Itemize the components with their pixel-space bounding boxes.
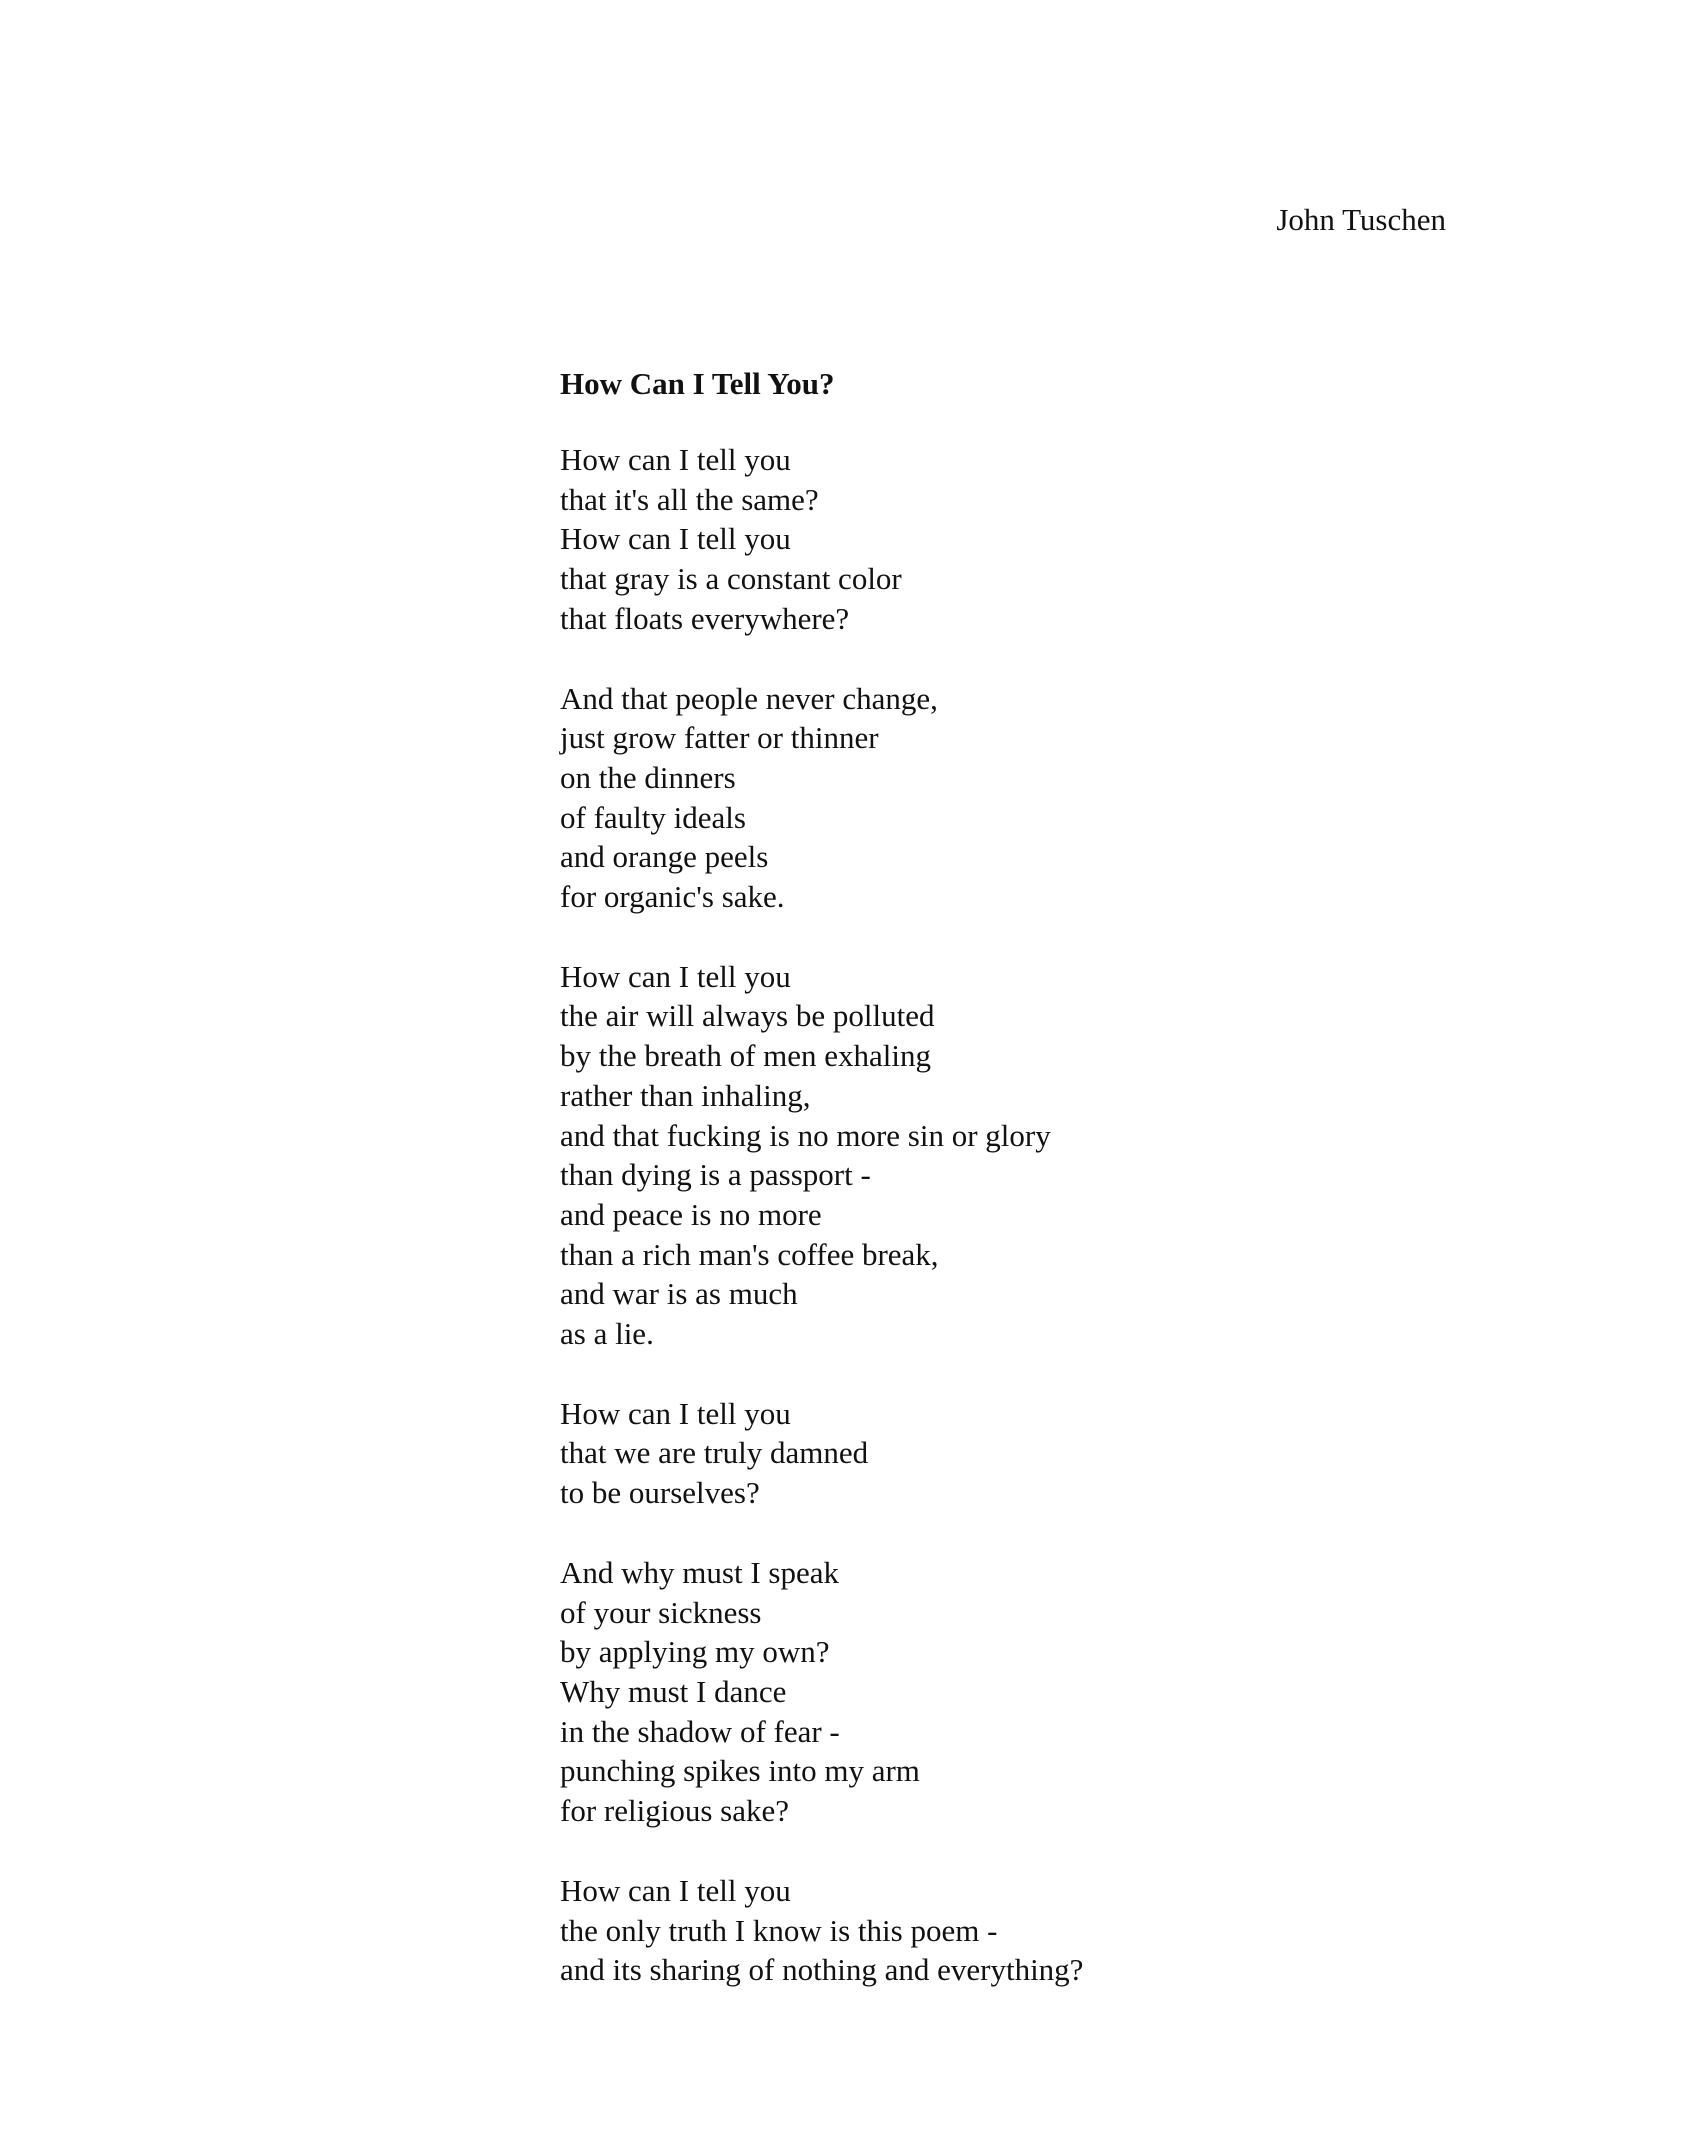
poem-line: that we are truly damned	[560, 1435, 869, 1471]
stanza	[560, 957, 1560, 1354]
poem-line: of your sickness	[560, 1594, 762, 1630]
poem-line: to be ourselves?	[560, 1475, 760, 1511]
poem-line: for organic's sake.	[560, 879, 785, 915]
poem-line: and its sharing of nothing and everything?	[560, 1952, 1084, 1988]
poem-line: punching spikes into my arm	[560, 1753, 920, 1789]
poem-line: How can I tell you	[560, 521, 791, 557]
poem-body	[560, 440, 1560, 1990]
poem-line: than a rich man's coffee break,	[560, 1236, 939, 1272]
stanza	[560, 1553, 1560, 1831]
poem-line: and that fucking is no more sin or glory	[560, 1117, 1051, 1153]
poem-line: that floats everywhere?	[560, 600, 850, 636]
poem-line: the air will always be polluted	[560, 998, 935, 1034]
poem-line: and peace is no more	[560, 1196, 822, 1232]
stanza	[560, 679, 1560, 917]
poem-line: And why must I speak	[560, 1554, 839, 1590]
stanza	[560, 1394, 1560, 1513]
poem-title: How Can I Tell You?	[560, 366, 835, 401]
poem-line: that it's all the same?	[560, 481, 819, 517]
poem-line: and war is as much	[560, 1276, 798, 1312]
poem-line: for religious sake?	[560, 1793, 789, 1829]
poem-line: How can I tell you	[560, 958, 791, 994]
poem-line: than dying is a passport -	[560, 1157, 871, 1193]
poem-line: the only truth I know is this poem -	[560, 1912, 998, 1948]
stanza	[560, 1871, 1560, 1990]
poem-line: as a lie.	[560, 1316, 654, 1352]
poem-line: by the breath of men exhaling	[560, 1038, 932, 1074]
poem-line: that gray is a constant color	[560, 561, 902, 597]
poem-line: How can I tell you	[560, 442, 791, 477]
poem-line: And that people never change,	[560, 680, 938, 716]
stanza	[560, 440, 1560, 639]
author-name: John Tuschen	[1276, 202, 1446, 237]
poem-line: How can I tell you	[560, 1872, 791, 1908]
poem-line: in the shadow of fear -	[560, 1713, 840, 1749]
poem-line: by applying my own?	[560, 1634, 830, 1670]
poem-line: and orange peels	[560, 839, 769, 875]
poem-line: on the dinners	[560, 759, 736, 795]
poem-line: How can I tell you	[560, 1395, 791, 1431]
poem-line: of faulty ideals	[560, 799, 746, 835]
poem	[560, 360, 1560, 2030]
poem-line: rather than inhaling,	[560, 1077, 811, 1113]
poem-line: just grow fatter or thinner	[560, 720, 879, 756]
poem-line: Why must I dance	[560, 1673, 787, 1709]
